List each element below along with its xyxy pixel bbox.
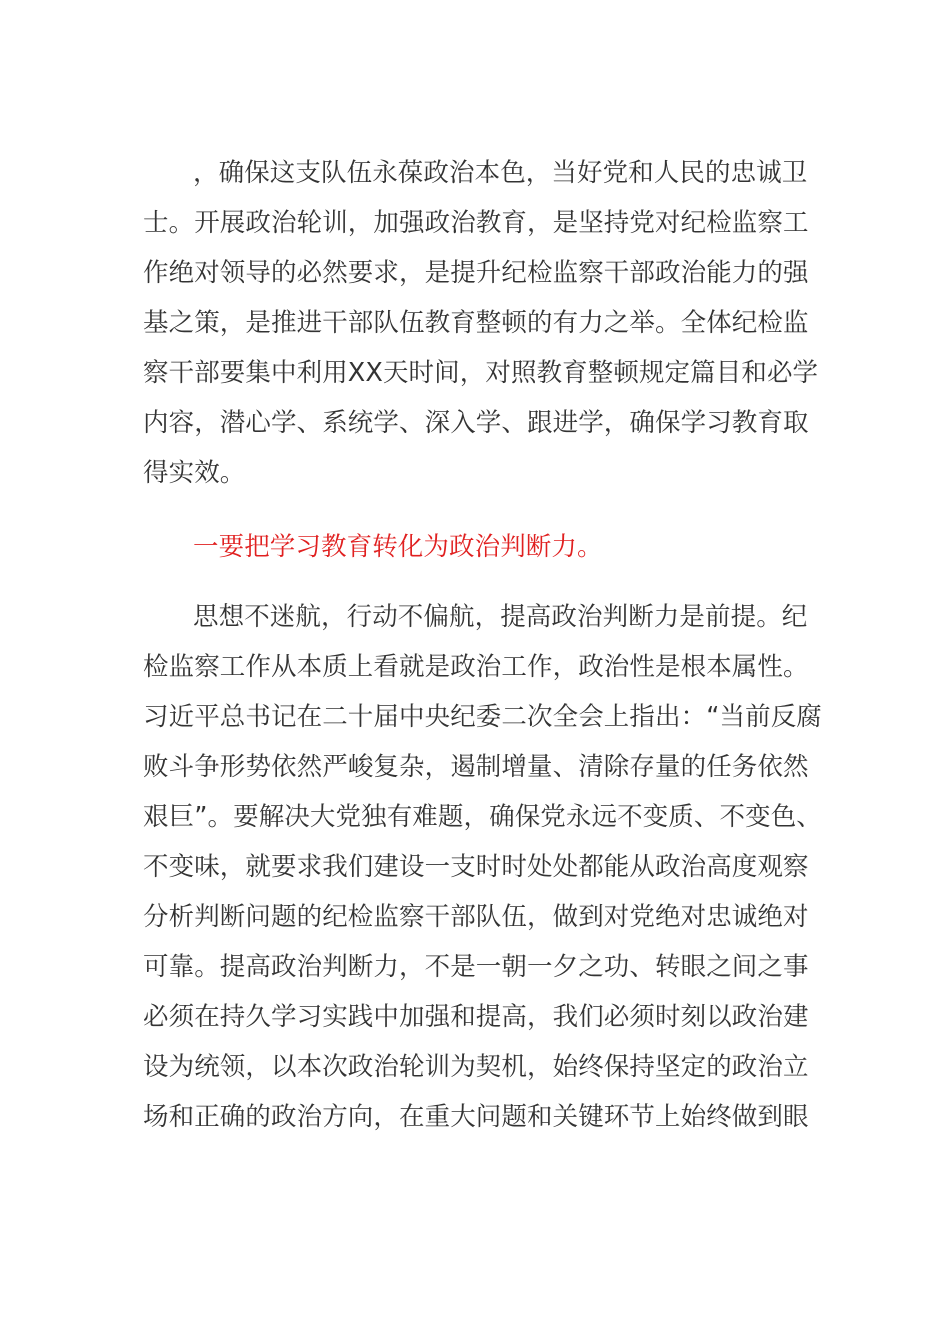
paragraph-2-line-5: 艰巨”。要解决大党独有难题，确保党永远不变质、不变色、 <box>143 802 822 832</box>
paragraph-2-line-4: 败斗争形势依然严峻复杂，遏制增量、清除存量的任务依然 <box>143 752 809 782</box>
paragraph-2-line-3: 习近平总书记在二十届中央纪委二次全会上指出：“当前反腐 <box>143 702 822 732</box>
paragraph-2-line-9: 必须在持久学习实践中加强和提高，我们必须时刻以政治建 <box>143 1002 809 1032</box>
paragraph-1-line-3: 作绝对领导的必然要求，是提升纪检监察干部政治能力的强 <box>143 258 809 288</box>
paragraph-1-line-1: ，确保这支队伍永葆政治本色，当好党和人民的忠诚卫 <box>193 158 808 188</box>
paragraph-2-line-6: 不变味，就要求我们建设一支时时处处都能从政治高度观察 <box>143 852 809 882</box>
paragraph-2-line-11: 场和正确的政治方向，在重大问题和关键环节上始终做到眼 <box>143 1102 809 1132</box>
section-heading: 一要把学习教育转化为政治判断力。 <box>193 532 603 562</box>
paragraph-1-line-4: 基之策，是推进干部队伍教育整顿的有力之举。全体纪检监 <box>143 308 809 338</box>
paragraph-2-line-7: 分析判断问题的纪检监察干部队伍，做到对党绝对忠诚绝对 <box>143 902 809 932</box>
paragraph-2-line-10: 设为统领，以本次政治轮训为契机，始终保持坚定的政治立 <box>143 1052 809 1082</box>
paragraph-1-line-7: 得实效。 <box>143 458 246 488</box>
paragraph-1-line-6: 内容，潜心学、系统学、深入学、跟进学，确保学习教育取 <box>143 408 809 438</box>
paragraph-1-line-5: 察干部要集中利用XX天时间，对照教育整顿规定篇目和必学 <box>143 358 819 388</box>
paragraph-2-line-1: 思想不迷航，行动不偏航，提高政治判断力是前提。纪 <box>193 602 808 632</box>
paragraph-2-line-2: 检监察工作从本质上看就是政治工作，政治性是根本属性。 <box>143 652 809 682</box>
paragraph-1-line-2: 士。开展政治轮训，加强政治教育，是坚持党对纪检监察工 <box>143 208 809 238</box>
paragraph-2-line-8: 可靠。提高政治判断力，不是一朝一夕之功、转眼之间之事 <box>143 952 809 982</box>
